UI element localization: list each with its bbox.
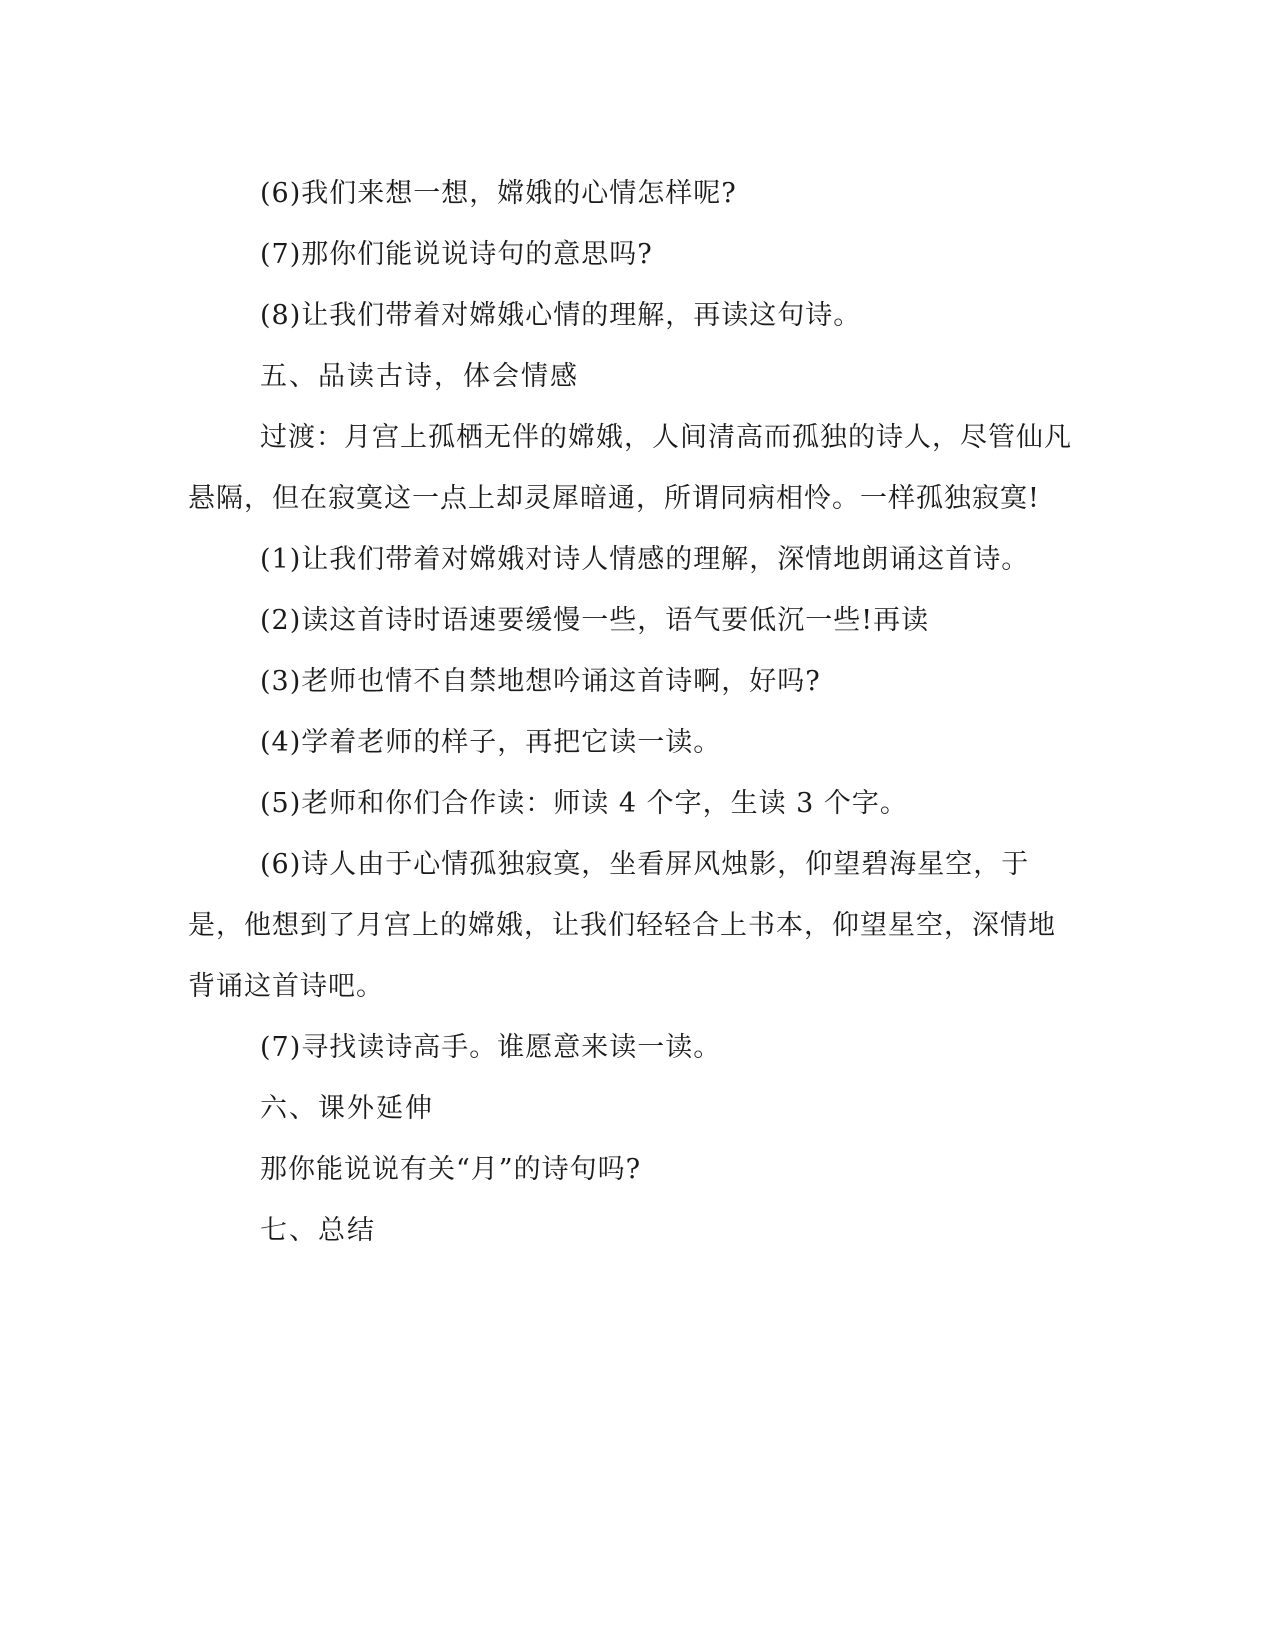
paragraph-step-4: (4)学着老师的样子，再把它读一读。: [260, 727, 722, 758]
section-heading-6: 六、课外延伸: [260, 1093, 434, 1124]
section-heading-7: 七、总结: [260, 1215, 376, 1246]
paragraph-transition: 过渡：月宫上孤栖无伴的嫦娥，人间清高而孤独的诗人，尽管仙凡悬隔，但在寂寞这一点上却灵犀暗通，所谓同病相怜。一样孤独寂寞!: [188, 422, 1072, 514]
paragraph-question-6: (6)我们来想一想，嫦娥的心情怎样呢?: [260, 178, 737, 209]
paragraph-step-7: (7)寻找读诗高手。谁愿意来读一读。: [260, 1032, 722, 1063]
paragraph-step-1: (1)让我们带着对嫦娥对诗人情感的理解，深情地朗诵这首诗。: [260, 544, 1030, 575]
paragraph-extension: 那你能说说有关“月”的诗句吗?: [260, 1154, 642, 1185]
paragraph-step-5: (5)老师和你们合作读：师读 4 个字，生读 3 个字。: [260, 788, 908, 819]
paragraph-question-7: (7)那你们能说说诗句的意思吗?: [260, 239, 653, 270]
section-heading-5: 五、品读古诗，体会情感: [260, 361, 579, 392]
paragraph-step-3: (3)老师也情不自禁地想吟诵这首诗啊，好吗?: [260, 666, 821, 697]
document-body: [188, 163, 1078, 1261]
paragraph-step-2: (2)读这首诗时语速要缓慢一些，语气要低沉一些!再读: [260, 605, 930, 636]
paragraph-question-8: (8)让我们带着对嫦娥心情的理解，再读这句诗。: [260, 300, 862, 331]
paragraph-step-6: (6)诗人由于心情孤独寂寞，坐看屏风烛影，仰望碧海星空，于是，他想到了月宫上的嫦娥，让我们轻轻合上书本，仰望星空，深情地背诵这首诗吧。: [188, 849, 1056, 1002]
